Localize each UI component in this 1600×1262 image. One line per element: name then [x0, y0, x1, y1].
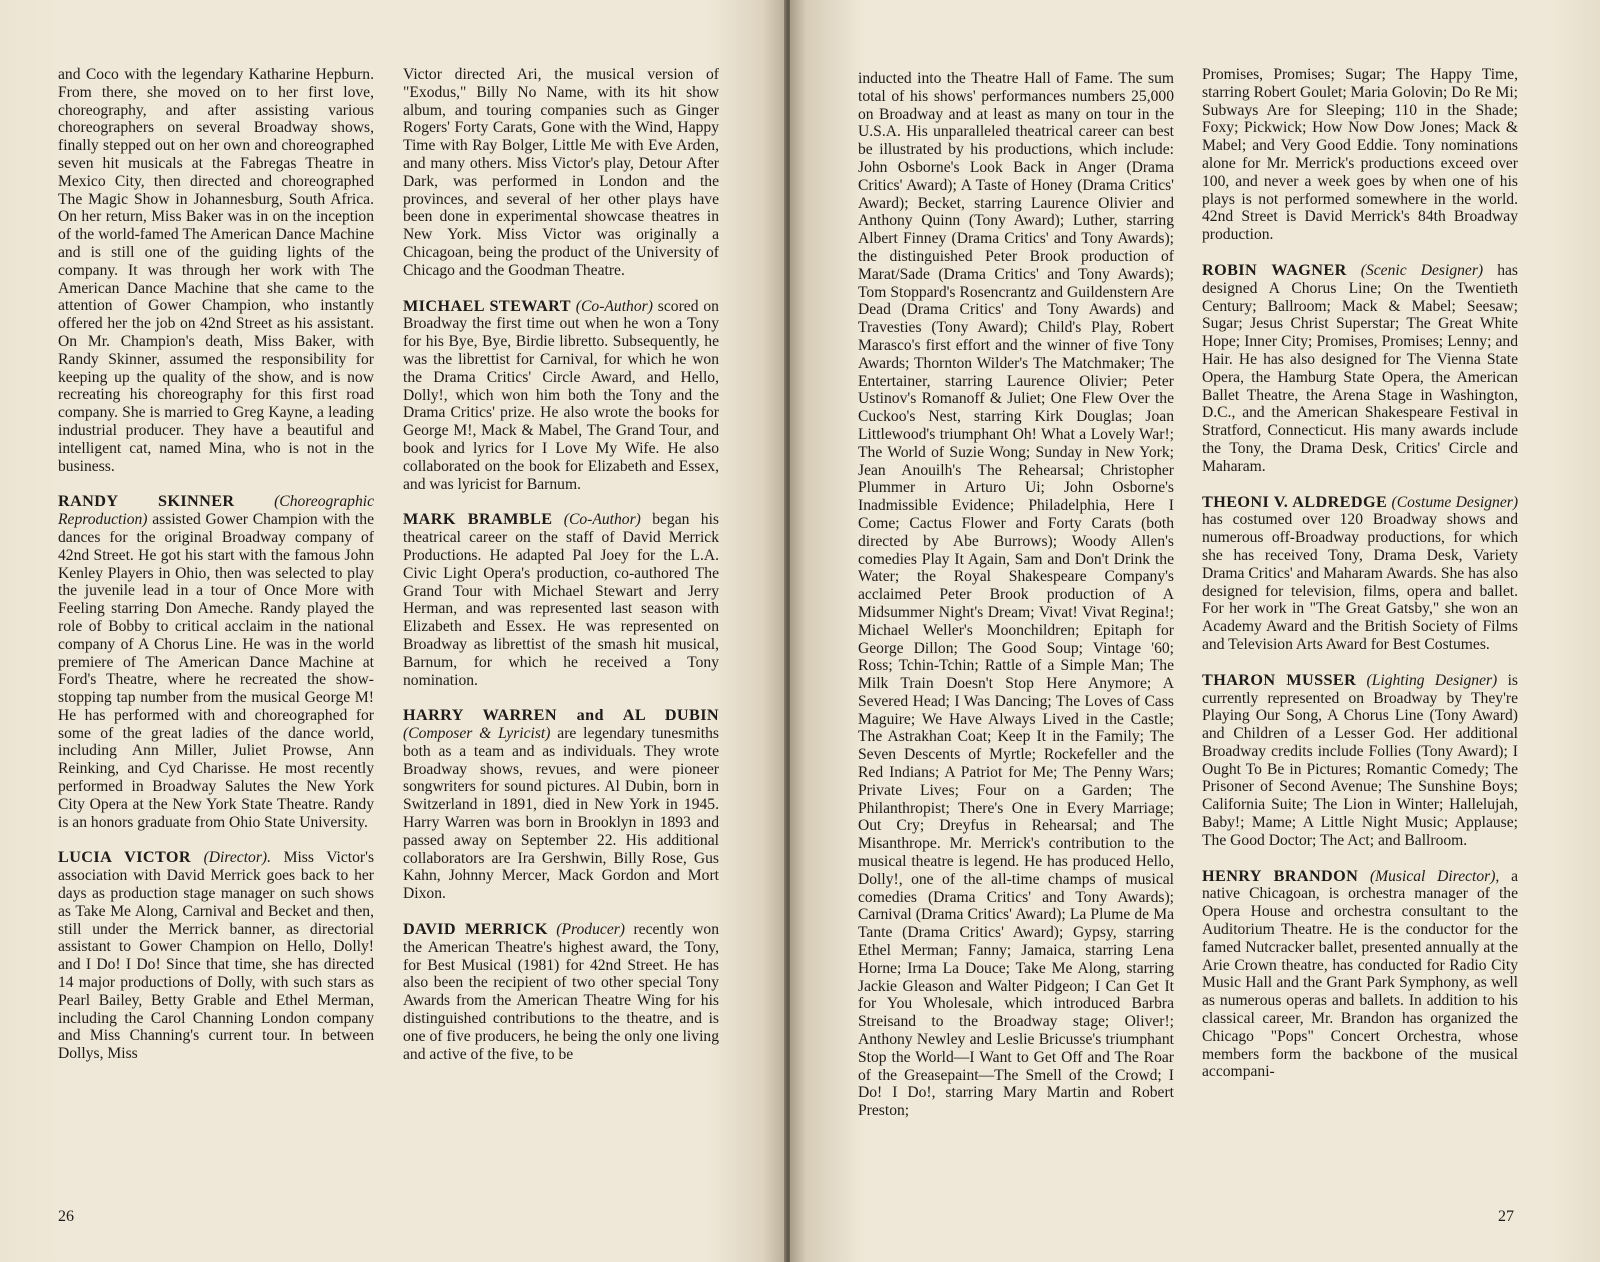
bio-name: ROBIN WAGNER: [1202, 260, 1347, 279]
bio-role: (Musical Director),: [1369, 867, 1500, 885]
bio-role: (Producer): [556, 921, 625, 939]
bio-role: (Co-Author): [575, 297, 653, 315]
page-number-left: 26: [58, 1208, 74, 1225]
victor-bio-continued: Victor directed Ari, the musical version of "Exodus," Billy No Name, with its hit show album, and touring companies such as Ginger Rogers' Forty Carats, Gone with the Wind, Happy Time with Ray Bolger, Little Me with Eve Arden, and many others. Miss Victor's play, Detour After Dark, was performed in London and the provinces, and several of her other plays have been done in experimental showcase theatres in New York. Miss Victor was originally a Chicagoan, being the product of the University of Chicago and the Goodman Theatre.: [403, 66, 719, 279]
baker-bio-continued: and Coco with the legendary Katharine Hepburn. From there, she moved on to her first love, choreography, and after assisting various choreographers on several Broadway shows, finally stepped out on her own and choreographed seven hit musicals at the Fabregas Theatre in Mexico City, then directed and choreographed The Magic Show in Johannesburg, South Africa. On her return, Miss Baker was in on the inception of the world-famed The American Dance Machine and is still one of the guiding lights of the company. It was through her work with The American Dance Machine that she came to the attention of Gower Champion, who instantly offered her the job on 42nd Street as his assistant. On Mr. Champion's death, Miss Baker, with Randy Skinner, assumed the responsibility for keeping up the quality of the show, and is now recreating his choreography for this first road company. She is married to Greg Kayne, a leading industrial producer. They have a beautiful and intelligent cat, named Mina, who is not in the business.: [58, 66, 374, 475]
bio-name: HARRY WARREN and AL DUBIN: [403, 706, 719, 725]
warren-dubin-bio: [403, 707, 719, 903]
brandon-bio: [1202, 868, 1518, 1082]
bio-name: RANDY SKINNER: [58, 492, 235, 511]
bio-text: has designed A Chorus Line; On the Twentieth Century; Ballroom; Mack & Mabel; Seesaw; Sugar; Jesus Christ Superstar; The Great White Hope; Inner City; Promises, Promises; Lenny; and Hair. He has also designed for The Vienna State Opera, the Hamburg State Opera, the American Ballet Theatre, the Arena Stage in Washington, D.C., and the American Shakespeare Festival in Stratford, Connecticut. His many awards include the Tony, the Drama Desk, Critics' Circle and Maharam.: [1202, 261, 1518, 475]
left-page: [0, 0, 786, 1262]
right-column-2: [1202, 66, 1518, 1081]
victor-bio: [58, 849, 374, 1063]
bio-text: scored on Broadway the first time out when he won a Tony for his Bye, Bye, Birdie libretto. Subsequently, he was the librettist for Carnival, for which he won the Drama Critics' Circle Award, and Hello, Dolly!, which won him both the Tony and the Drama Critics' prize. He also wrote the books for George M!, Mack & Mabel, The Grand Tour, and book and lyrics for I Love My Wife. He also collaborated on the book for Elizabeth and Essex, and was lyricist for Barnum.: [403, 297, 719, 493]
bio-role: (Director).: [203, 849, 271, 867]
bio-role: (Choreographic Reproduction): [58, 493, 374, 529]
aldredge-bio: [1202, 494, 1518, 654]
wagner-bio: [1202, 262, 1518, 476]
bio-name: MARK BRAMBLE: [403, 510, 553, 529]
right-column-1: [858, 70, 1174, 1120]
bio-text: began his theatrical career on the staff of David Merrick Productions. He adapted Pal Joey for the L.A. Civic Light Opera's production, co-authored The Grand Tour with Michael Stewart and Jerry Herman, and was represented last season with Elizabeth and Essex. He was represented on Broadway as librettist of the smash hit musical, Barnum, for which he received a Tony nomination.: [403, 511, 719, 689]
bio-name: THARON MUSSER: [1202, 670, 1357, 689]
bio-text: Miss Victor's association with David Merrick goes back to her days as production stage manager on such shows as Take Me Along, Carnival and Becket and then, still under the Merrick banner, as directorial assistant to Gower Champion on Hello, Dolly! and I Do! I Do! Since that time, she has directed 14 major productions of Dolly, with such stars as Pearl Bailey, Betty Grable and Ethel Merman, including the Carol Channing London company and Miss Channing's current tour. In between Dollys, Miss: [58, 849, 375, 1063]
bio-text: has costumed over 120 Broadway shows and numerous off-Broadway productions, for which she has received Tony, Drama Desk, Variety Drama Critics' and Maharam Awards. She has also designed for television, films, opera and ballet. For her work in "The Great Gatsby," she won an Academy Award and the British Society of Films and Television Arts Award for Best Costumes.: [1202, 511, 1518, 653]
bio-name: MICHAEL STEWART: [403, 296, 571, 315]
bio-text: assisted Gower Champion with the dances for the original Broadway company of 42nd Street. He got his start with the famous John Kenley Players in Ohio, then was selected to play the juvenile lead in a tour of Once More with Feeling starring Don Ameche. Randy played the role of Bobby to critical acclaim in the national company of A Chorus Line. He was in the world premiere of The American Dance Machine at Ford's Theatre, where he recreated the show-stopping tap number from the musical George M! He has performed with and choreographed for some of the great ladies of the dance world, including Ann Miller, Juliet Prowse, Ann Reinking, and Cyd Charisse. He most recently performed in Broadway Salutes the New York City Opera at the New York State Theatre. Randy is an honors graduate from Ohio State University.: [58, 511, 374, 831]
bio-text: are legendary tunesmiths both as a team and as individuals. They wrote Broadway shows, revues, and were pioneer songwriters for sound pictures. Al Dubin, born in Switzerland in 1891, died in New York in 1945. Harry Warren was born in Brooklyn in 1893 and passed away on September 22. His additional collaborators are Ira Gershwin, Billy Rose, Gus Kahn, Johnny Mercer, Mack Gordon and Mort Dixon.: [403, 725, 720, 903]
bio-text: recently won the American Theatre's highest award, the Tony, for Best Musical (1981) for 42nd Street. He has also been the recipient of two other special Tony Awards from the American Theatre Wing for his distinguished contributions to the theatre, and is one of five producers, he being the only one living and active of the five, to be: [403, 921, 719, 1063]
merrick-bio-continued-2: Promises, Promises; Sugar; The Happy Time, starring Robert Goulet; Maria Golovin; Do Re Mi; Subways Are for Sleeping; 110 in the Shade; Foxy; Pickwick; How Now Dow Jones; Mack & Mabel; and Very Good Eddie. Tony nominations alone for Mr. Merrick's productions exceed over 100, and never a week goes by when one of his plays is not performed somewhere in the world. 42nd Street is David Merrick's 84th Broadway production.: [1202, 66, 1518, 244]
bio-name: DAVID MERRICK: [403, 920, 548, 939]
bio-text: a native Chicagoan, is orchestra manager of the Opera House and orchestra consultant to the Auditorium Theatre. He is the conductor for the famed Nutcracker ballet, presented annually at the Arie Crown theatre, has conducted for Radio City Music Hall and the Grant Park Symphony, as well as numerous operas and ballets. In addition to his classical career, Mr. Brandon has organized the Chicago "Pops" Concert Orchestra, whose members form the backbone of the musical accompani-: [1202, 867, 1518, 1081]
bio-text: is currently represented on Broadway by They're Playing Our Song, A Chorus Line (Tony Award) and Children of a Lesser God. Her additional Broadway credits include Follies (Tony Award); I Ought To Be in Pictures; Romantic Comedy; The Prisoner of Second Avenue; The Sunshine Boys; California Suite; The Lion in Winter; Hallelujah, Baby!; Mame; A Little Night Music; Applause; The Good Doctor; The Act; and Ballroom.: [1202, 671, 1518, 849]
musser-bio: [1202, 672, 1518, 850]
bio-name: HENRY BRANDON: [1202, 866, 1359, 885]
page-number-right: 27: [1498, 1208, 1514, 1225]
right-page: [790, 0, 1600, 1262]
merrick-bio-continued: inducted into the Theatre Hall of Fame. The sum total of his shows' performances numbers 25,000 on Broadway and at least as many on tour in the U.S.A. His unparalleled theatrical career can best be illustrated by his productions, which include: John Osborne's Look Back in Anger (Drama Critics' Award); A Taste of Honey (Drama Critics' Award); Becket, starring Laurence Olivier and Anthony Quinn (Tony Award); Luther, starring Albert Finney (Drama Critics' and Tony Awards); the distinguished Peter Brook production of Marat/Sade (Drama Critics' and Tony Awards); Tom Stoppard's Rosencrantz and Guildenstern Are Dead (Drama Critics' and Tony Awards) and Travesties (Tony Award); Child's Play, Robert Marasco's first effort and the winner of five Tony Awards; Thornton Wilder's The Matchmaker; The Entertainer, starring Laurence Olivier; Peter Ustinov's Romanoff & Juliet; One Flew Over the Cuckoo's Nest, starring Kirk Douglas; Joan Littlewood's triumphant Oh! What a Lovely War!; The World of Suzie Wong; Sunday in New York; Jean Anouilh's The Rehearsal; Christopher Plummer in Arturo Ui; John Osborne's Inadmissible Evidence; Philadelphia, Here I Come; Cactus Flower and Forty Carats (both directed by Abe Burrows); Woody Allen's comedies Play It Again, Sam and Don't Drink the Water; the Royal Shakespeare Company's acclaimed Peter Brook production of A Midsummer Night's Dream; Vivat! Vivat Regina!; Michael Weller's Moonchildren; Epitaph for George Dillon; The Good Soup; Vintage '60; Ross; Tchin-Tchin; Rattle of a Simple Man; The Milk Train Doesn't Stop Here Anymore; A Severed Head; I Was Dancing; The Loves of Cass Maguire; We Have Always Lived in the Castle; The Astrakhan Coat; Keep It in the Family; The Seven Descents of Myrtle; Rockefeller and the Red Indians; A Patriot for Me; The Penny Wars; Private Lives; Four on a Garden; The Philanthropist; There's One in Every Marriage; Out Cry; Dreyfus in Rehearsal; and The Misanthrope. Mr. Merrick's contribution to the musical theatre is legend. He has produced Hello, Dolly!, one of the all-time champs of musical comedies (Drama Critics' and Tony Awards); Carnival (Drama Critics' Award); La Plume de Ma Tante (Drama Critics' Award); Gypsy, starring Ethel Merman; Fanny; Jamaica, starring Lena Horne; Irma La Douce; Take Me Along, starring Jackie Gleason and Walter Pidgeon; I Can Get It for You Wholesale, which introduced Barbra Streisand to the Broadway stage; Oliver!; Anthony Newley and Leslie Bricusse's triumphant Stop the World—I Want to Get Off and The Roar of the Greasepaint—The Smell of the Crowd; I Do! I Do!, starring Mary Martin and Robert Preston;: [858, 70, 1174, 1120]
stewart-bio: [403, 298, 719, 494]
bio-name: LUCIA VICTOR: [58, 848, 191, 867]
bio-role: (Costume Designer): [1391, 493, 1519, 511]
bio-role: (Composer & Lyricist): [403, 725, 551, 743]
left-column-2: [403, 66, 719, 1063]
bio-name: THEONI V. ALDREDGE: [1202, 492, 1388, 511]
bio-role: (Lighting Designer): [1366, 671, 1498, 689]
left-column-1: [58, 66, 374, 1063]
bio-role: (Co-Author): [563, 511, 641, 529]
bio-role: (Scenic Designer): [1360, 261, 1484, 279]
merrick-bio: [403, 921, 719, 1063]
skinner-bio: [58, 493, 374, 831]
bramble-bio: [403, 511, 719, 689]
